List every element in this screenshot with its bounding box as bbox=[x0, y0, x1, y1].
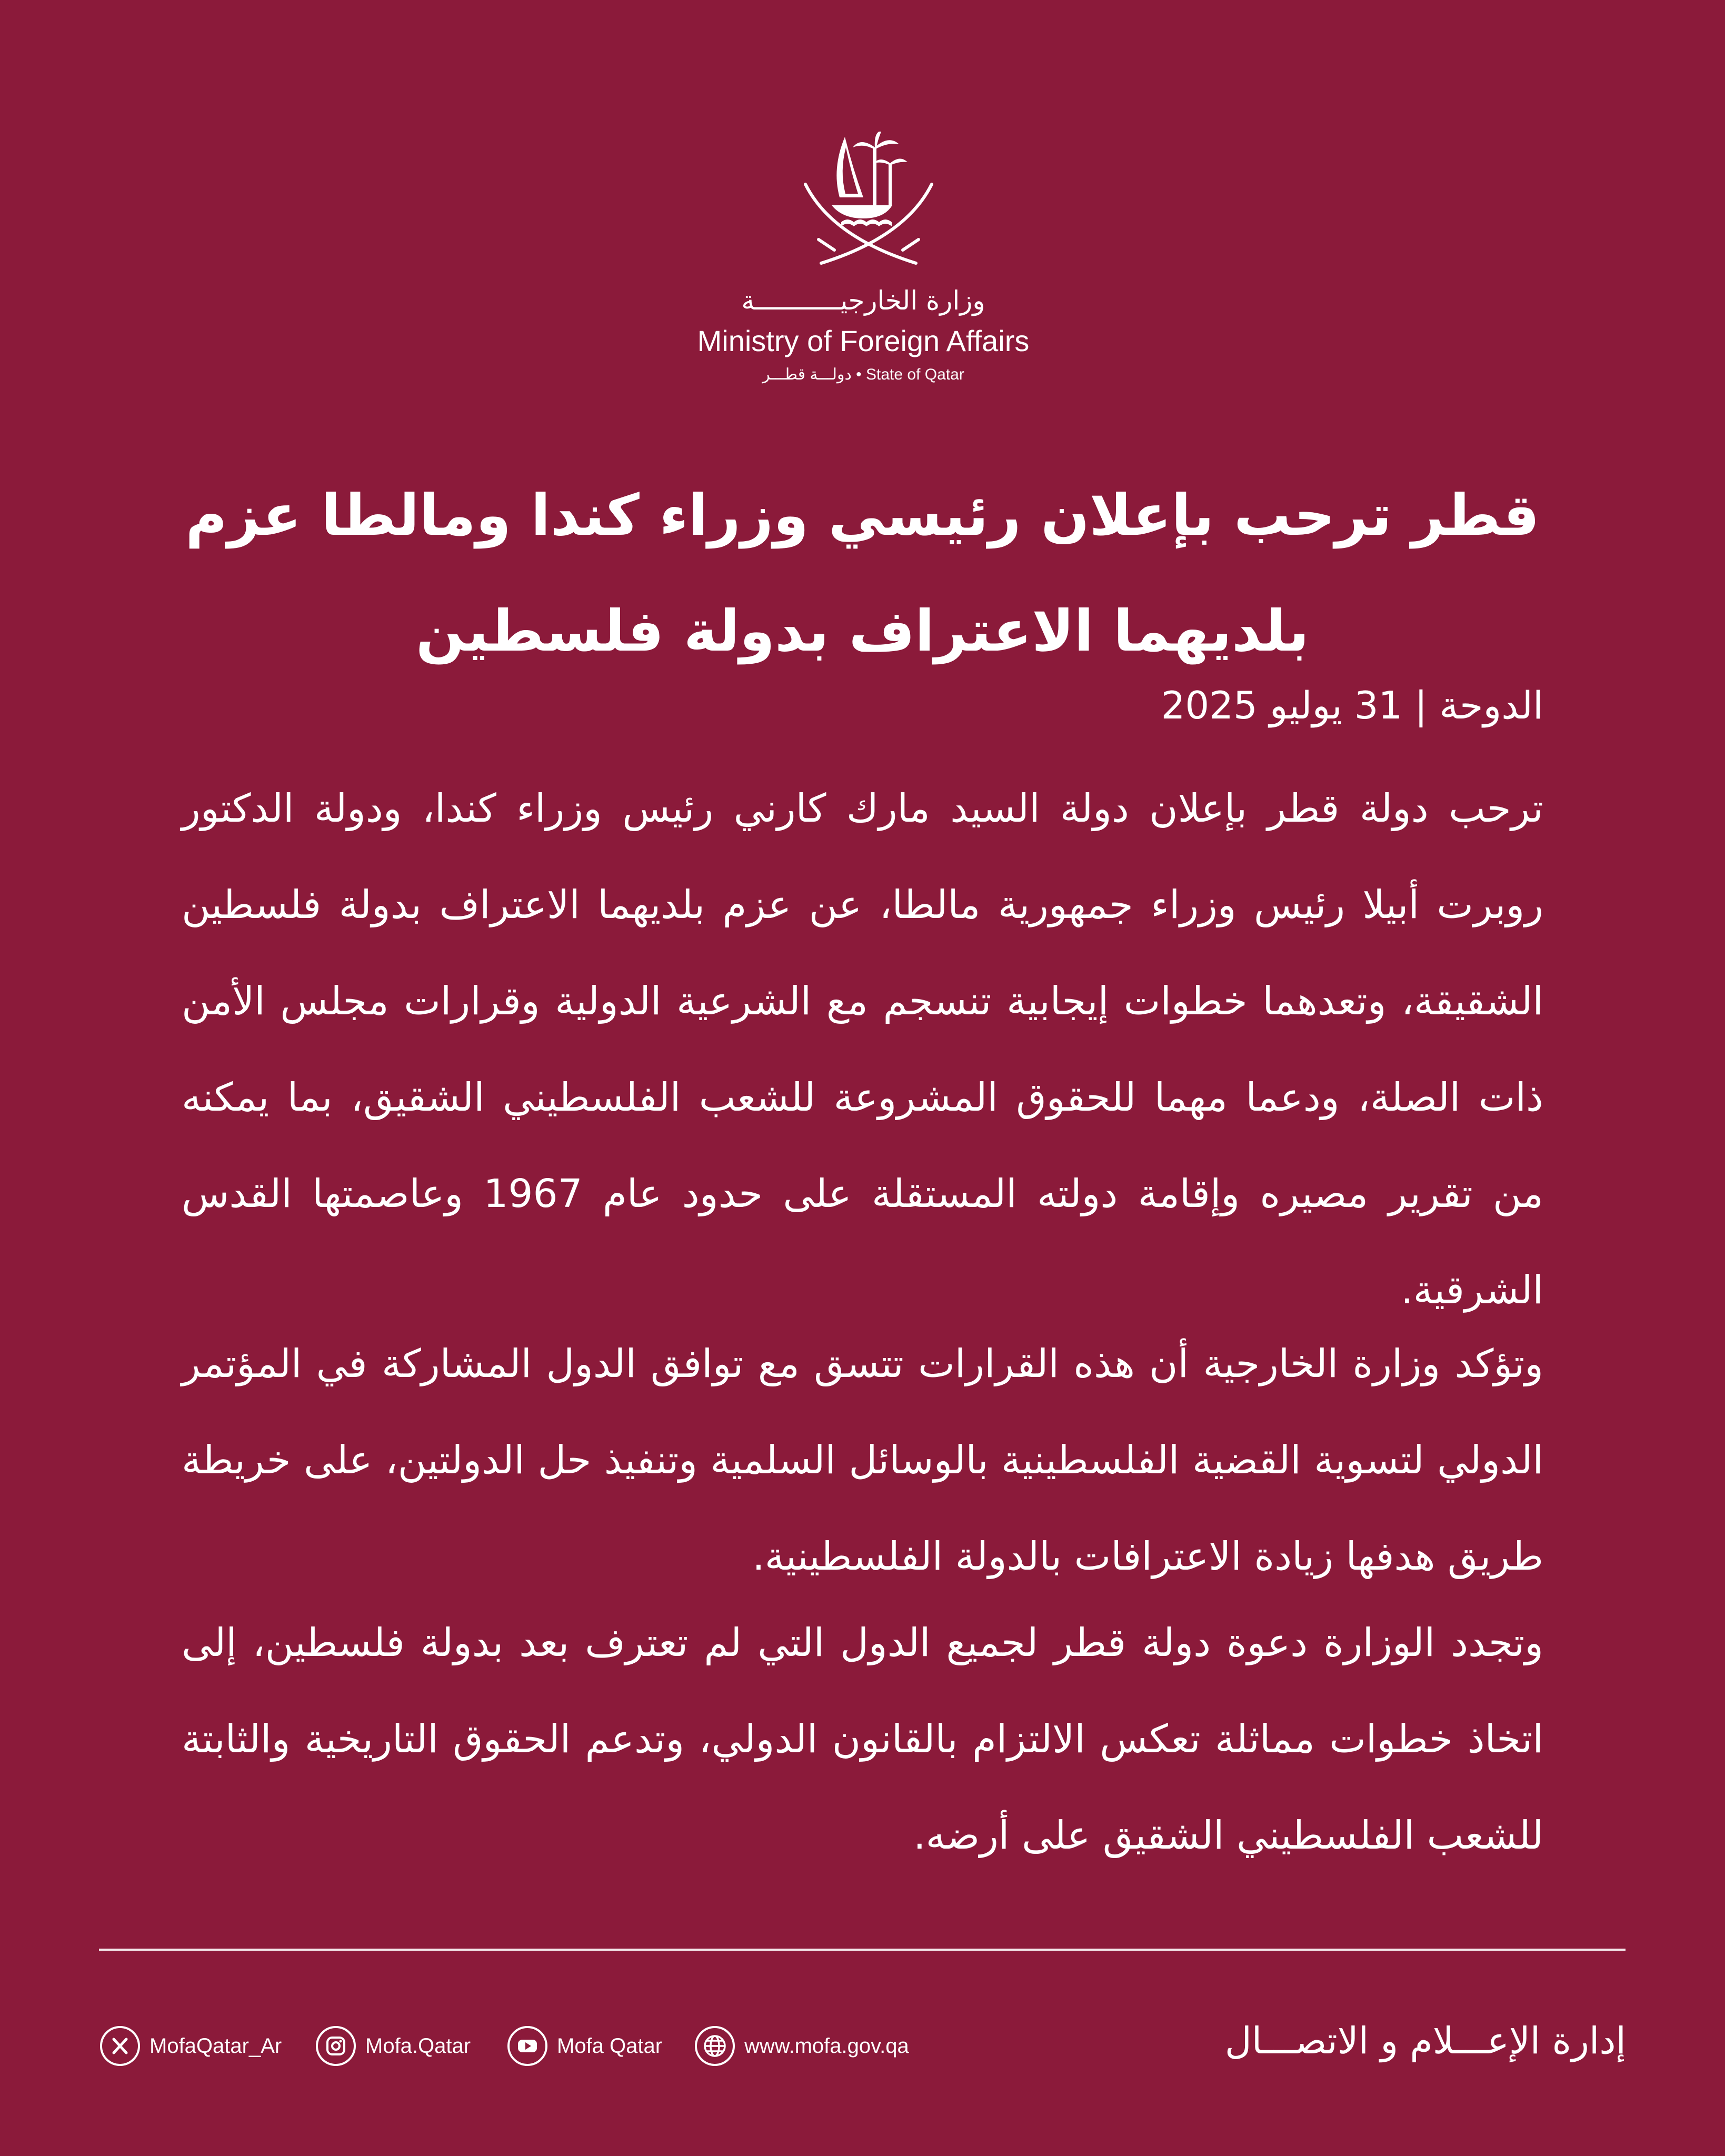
statement-paragraph-1: ترحب دولة قطر بإعلان دولة السيد مارك كارني رئيس وزراء كندا، ودولة الدكتور روبرت أبيلا رئيس وزراء جمهورية مالطا، عن عزم بلديهما الاعتراف بدولة فلسطين الشقيقة، وتعدهما خطوات إيجابية تنسجم مع الشرعية الدولية وقرارات مجلس الأمن ذات الصلة، ودعما مهما للحقوق المشروعة للشعب الفلسطيني الشقيق، بما يمكنه من تقرير مصيره وإقامة دولته المستقلة على حدود عام 1967 وعاصمتها القدس الشرقية. bbox=[182, 786, 1543, 1313]
qatar-emblem-icon bbox=[795, 132, 942, 274]
media-department-label: إدارة الإعـــلام و الاتصـــال bbox=[1224, 2019, 1626, 2062]
youtube-icon bbox=[507, 2026, 547, 2066]
footer-divider bbox=[99, 1949, 1626, 1951]
ministry-name-english: Ministry of Foreign Affairs bbox=[697, 324, 1030, 357]
title-line-1: قطر ترحب بإعلان رئيسي وزراء كندا ومالطا عزم bbox=[185, 483, 1540, 548]
social-instagram-handle: Mofa.Qatar bbox=[365, 2034, 471, 2058]
ministry-name-arabic: وزارة الخارجيـــــــــــة bbox=[741, 285, 985, 316]
website-link[interactable] bbox=[695, 2024, 909, 2068]
globe-icon bbox=[695, 2026, 735, 2066]
statement-title bbox=[158, 458, 1567, 690]
state-of-qatar-label: State of Qatar • دولـــة قطـــر bbox=[762, 366, 964, 383]
social-instagram-link[interactable] bbox=[316, 2024, 471, 2068]
social-youtube-handle: Mofa Qatar bbox=[557, 2034, 663, 2058]
social-youtube-link[interactable] bbox=[507, 2024, 662, 2068]
statement-paragraph-3: وتجدد الوزارة دعوة دولة قطر لجميع الدول التي لم تعترف بعد بدولة فلسطين، إلى اتخاذ خطوات مماثلة تعكس الالتزام بالقانون الدولي، وتدعم الحقوق التاريخية والثابتة للشعب الفلسطيني الشقيق على أرضه. bbox=[182, 1620, 1543, 1858]
social-x-link[interactable] bbox=[100, 2024, 282, 2068]
social-x-handle: MofaQatar_Ar bbox=[149, 2034, 282, 2058]
title-line-2: بلديهما الاعتراف بدولة فلسطين bbox=[416, 598, 1309, 664]
instagram-icon bbox=[316, 2026, 356, 2066]
statement-paragraph-2: وتؤكد وزارة الخارجية أن هذه القرارات تتسق مع توافق الدول المشاركة في المؤتمر الدولي لتسوية القضية الفلسطينية بالوسائل السلمية وتنفيذ حل الدولتين، على خريطة طريق هدفها زيادة الاعترافات بالدولة الفلسطينية. bbox=[182, 1341, 1543, 1579]
website-url: www.mofa.gov.qa bbox=[744, 2034, 909, 2058]
x-icon bbox=[100, 2026, 140, 2066]
dateline: الدوحة | 31 يوليو 2025 bbox=[1161, 683, 1543, 727]
